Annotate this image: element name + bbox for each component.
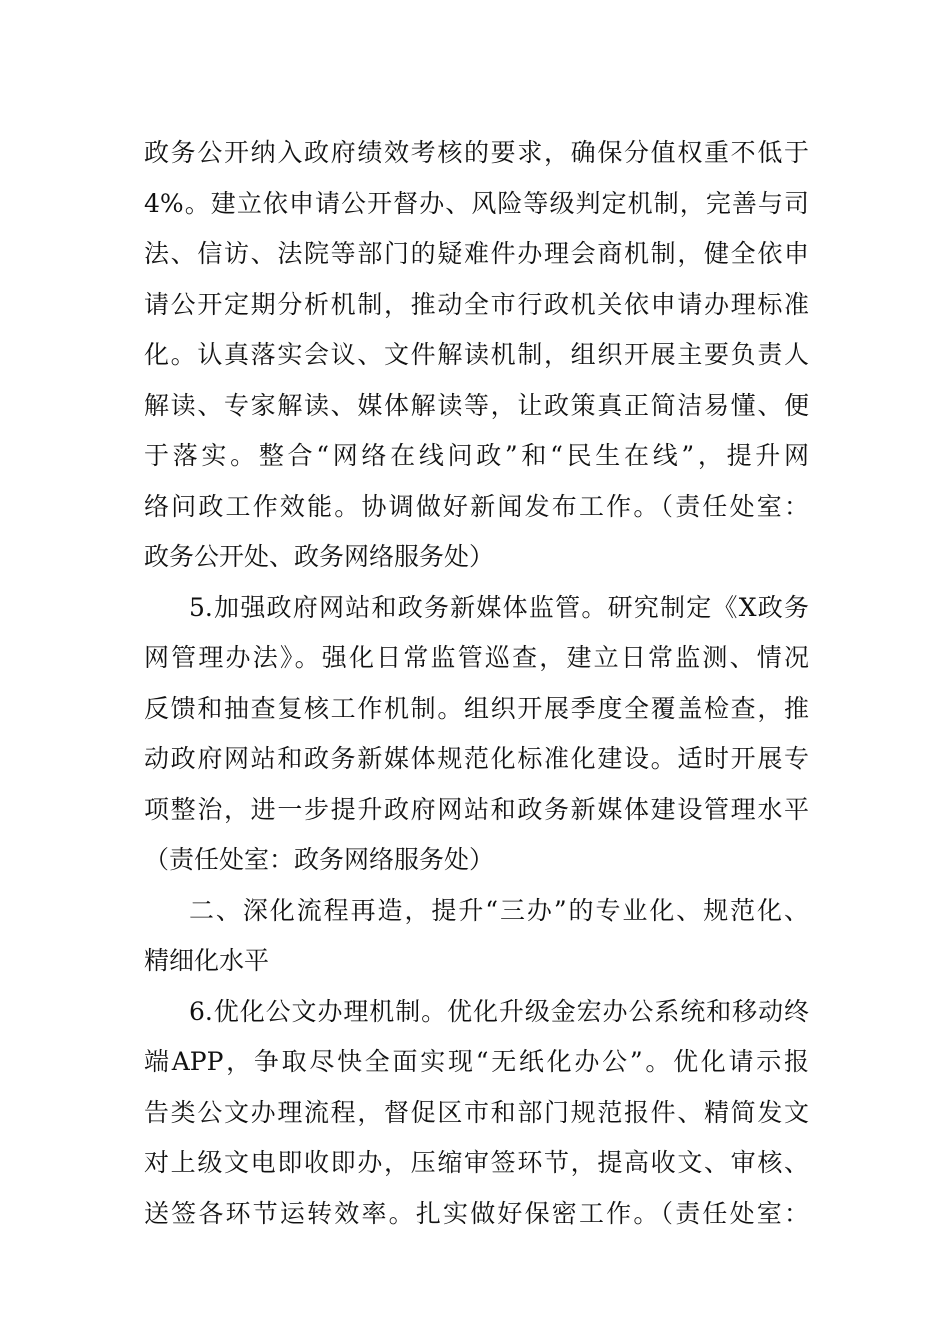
text-line: 法、信访、法院等部门的疑难件办理会商机制，健全依申 <box>144 239 809 268</box>
text-line: 化。认真落实会议、文件解读机制，组织开展主要负责人 <box>144 340 809 369</box>
text-line: （责任处室：政务网络服务处） <box>144 845 495 874</box>
text-line: 6.优化公文办理机制。优化升级金宏办公系统和移动终 <box>189 996 809 1026</box>
text-line: 项整治，进一步提升政府网站和政务新媒体建设管理水平 <box>144 794 809 824</box>
text-line: 5.加强政府网站和政务新媒体监管。研究制定《X政务 <box>189 592 809 622</box>
text-line: 网管理办法》。强化日常监管巡查，建立日常监测、情况 <box>144 643 809 672</box>
text-line: 络问政工作效能。协调做好新闻发布工作。（责任处室： <box>144 491 809 521</box>
section-heading-line: 二、深化流程再造，提升“三办”的专业化、规范化、 <box>189 895 809 925</box>
text-line: 政务公开处、政务网络服务处） <box>144 542 495 571</box>
text-line: 对上级文电即收即办，压缩审签环节，提高收文、审核、 <box>144 1148 809 1177</box>
text-line: 告类公文办理流程，督促区市和部门规范报件、精简发文 <box>144 1097 809 1127</box>
text-line: 解读、专家解读、媒体解读等，让政策真正简洁易懂、便 <box>144 390 809 420</box>
text-line: 动政府网站和政务新媒体规范化标准化建设。适时开展专 <box>144 744 809 773</box>
text-line: 反馈和抽查复核工作机制。组织开展季度全覆盖检查，推 <box>144 693 809 723</box>
text-line: 4%。建立依申请公开督办、风险等级判定机制，完善与司 <box>144 188 809 218</box>
document-body <box>144 128 809 1239</box>
text-line: 端APP，争取尽快全面实现“无纸化办公”。优化请示报 <box>144 1047 809 1076</box>
text-line: 政务公开纳入政府绩效考核的要求，确保分值权重不低于 <box>144 138 809 167</box>
text-line: 请公开定期分析机制，推动全市行政机关依申请办理标准 <box>144 289 809 319</box>
text-line: 于落实。整合“网络在线问政”和“民生在线”，提升网 <box>144 441 809 470</box>
section-heading-line: 精细化水平 <box>144 946 270 975</box>
text-line: 送签各环节运转效率。扎实做好保密工作。（责任处室： <box>144 1198 809 1228</box>
